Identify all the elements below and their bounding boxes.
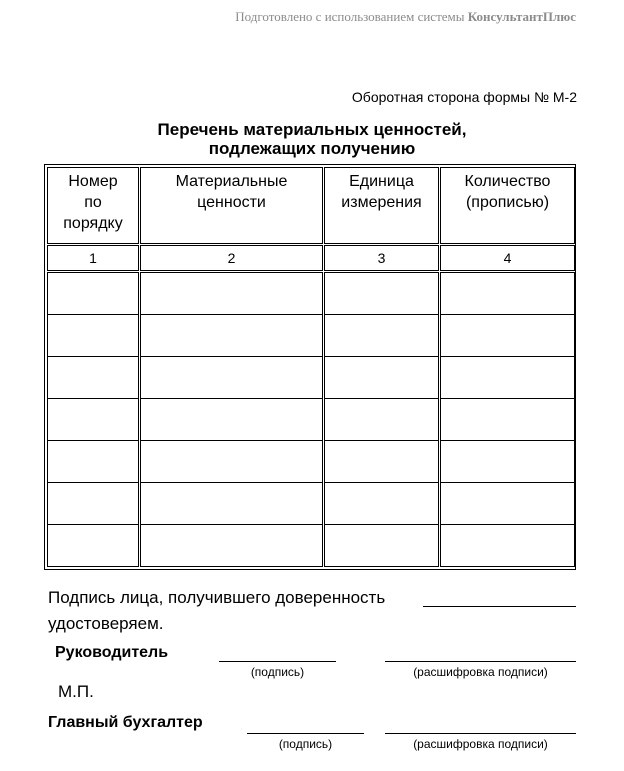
table-cell-r3-c2[interactable] <box>140 356 323 399</box>
stamp-label: М.П. <box>58 682 94 701</box>
column-header-unit <box>324 167 439 244</box>
column-header-number <box>47 167 139 244</box>
column-number-4: 4 <box>440 245 575 271</box>
table-cell-r1-c2[interactable] <box>140 272 323 315</box>
column-header-goods <box>140 167 323 244</box>
column-number-2: 2 <box>140 245 323 271</box>
table-cell-r2-c3[interactable] <box>324 314 439 357</box>
table-cell-r1-c1[interactable] <box>47 272 139 315</box>
column-header-goods-text: Материальные ценности <box>175 173 288 211</box>
accountant-decode-line[interactable] <box>385 733 576 734</box>
head-label: Руководитель <box>55 644 169 661</box>
table-cell-r6-c3[interactable] <box>324 482 439 525</box>
table-cell-r4-c1[interactable] <box>47 398 139 441</box>
table-cell-r6-c1[interactable] <box>47 482 139 525</box>
table-cell-r7-c4[interactable] <box>440 524 575 567</box>
source-note <box>0 9 576 25</box>
goods-table <box>44 164 576 570</box>
table-cell-r6-c2[interactable] <box>140 482 323 525</box>
page-title <box>0 120 624 158</box>
table-cell-r3-c3[interactable] <box>324 356 439 399</box>
table-cell-r5-c2[interactable] <box>140 440 323 483</box>
table-cell-r1-c3[interactable] <box>324 272 439 315</box>
table-cell-r7-c2[interactable] <box>140 524 323 567</box>
table-cell-r5-c1[interactable] <box>47 440 139 483</box>
head-sign-caption: (подпись) <box>250 665 305 679</box>
head-decode-caption: (расшифровка подписи) <box>413 665 548 679</box>
table-cell-r5-c4[interactable] <box>440 440 575 483</box>
column-header-quantity-text: Количество (прописью) <box>464 173 551 211</box>
table-cell-r3-c4[interactable] <box>440 356 575 399</box>
table-cell-r2-c2[interactable] <box>140 314 323 357</box>
table-cell-r3-c1[interactable] <box>47 356 139 399</box>
source-note-brand: КонсультантПлюс <box>467 9 576 24</box>
head-decode-line[interactable] <box>385 661 576 662</box>
table-cell-r2-c1[interactable] <box>47 314 139 357</box>
attest-signature-line[interactable] <box>423 606 576 607</box>
column-number-1: 1 <box>47 245 139 271</box>
column-header-number-text: Номер по порядку <box>63 173 123 232</box>
table-cell-r7-c3[interactable] <box>324 524 439 567</box>
table-cell-r2-c4[interactable] <box>440 314 575 357</box>
table-cell-r1-c4[interactable] <box>440 272 575 315</box>
table-cell-r6-c4[interactable] <box>440 482 575 525</box>
title-line-1: Перечень материальных ценностей, <box>157 120 467 139</box>
form-reference: Оборотная сторона формы № М-2 <box>351 89 577 105</box>
accountant-sign-caption: (подпись) <box>278 737 333 751</box>
accountant-label: Главный бухгалтер <box>48 714 203 731</box>
table-cell-r4-c4[interactable] <box>440 398 575 441</box>
accountant-decode-caption: (расшифровка подписи) <box>413 737 548 751</box>
table-cell-r4-c3[interactable] <box>324 398 439 441</box>
table-cell-r5-c3[interactable] <box>324 440 439 483</box>
table-cell-r7-c1[interactable] <box>47 524 139 567</box>
column-number-3: 3 <box>324 245 439 271</box>
column-header-unit-text: Единица измерения <box>341 173 422 211</box>
source-note-prefix: Подготовлено с использованием системы <box>235 9 468 24</box>
accountant-signature-line[interactable] <box>247 733 364 734</box>
head-signature-line[interactable] <box>219 661 336 662</box>
attest-line-2: удостоверяем. <box>48 614 164 633</box>
column-header-quantity <box>440 167 575 244</box>
title-line-2: подлежащих получению <box>208 139 416 158</box>
attest-line-1: Подпись лица, получившего доверенность <box>48 588 386 607</box>
table-cell-r4-c2[interactable] <box>140 398 323 441</box>
